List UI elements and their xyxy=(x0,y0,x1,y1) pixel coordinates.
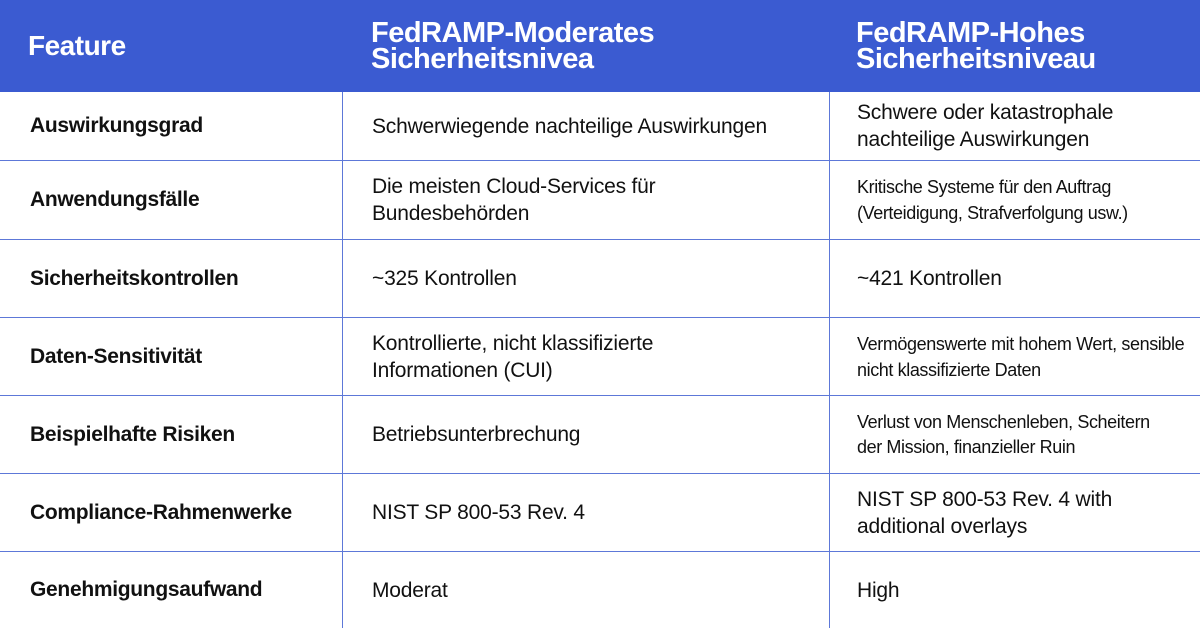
feature-label: Genehmigungsaufwand xyxy=(30,578,263,601)
table-row xyxy=(0,474,1200,552)
high-value: Verlust von Menschenleben, Scheitern der Mission, finanzieller Ruin xyxy=(857,411,1150,457)
moderate-cell xyxy=(372,474,822,551)
moderate-cell xyxy=(372,240,822,317)
header-high xyxy=(856,0,1196,92)
feature-cell xyxy=(30,161,340,239)
high-cell xyxy=(857,474,1137,551)
table-row xyxy=(0,92,1200,161)
feature-label: Compliance-Rahmenwerke xyxy=(30,500,292,524)
table-row xyxy=(0,240,1200,318)
high-cell xyxy=(857,161,1197,239)
high-value: Schwere oder katastrophale nachteilige Auswirkungen xyxy=(857,101,1114,151)
feature-cell xyxy=(30,92,340,160)
table-row xyxy=(0,552,1200,628)
header-feature xyxy=(28,0,328,92)
feature-label: Auswirkungsgrad xyxy=(30,114,203,137)
header-high-label: FedRAMP-Hohes Sicherheitsniveau xyxy=(856,17,1096,75)
feature-label: Daten-Sensitivität xyxy=(30,344,202,368)
header-moderate xyxy=(371,0,811,92)
feature-label: Sicherheitskontrollen xyxy=(30,266,239,290)
high-value: Vermögenswerte mit hohem Wert, sensible nicht klassifizierte Daten xyxy=(857,333,1185,380)
header-moderate-label: FedRAMP-Moderates Sicherheitsnivea xyxy=(371,17,655,75)
moderate-cell xyxy=(372,318,712,395)
high-value: High xyxy=(857,578,900,602)
moderate-cell xyxy=(372,396,822,473)
moderate-cell xyxy=(372,161,732,239)
moderate-value: Betriebsunterbrechung xyxy=(372,423,581,446)
feature-cell xyxy=(30,474,340,551)
table-header xyxy=(0,0,1200,92)
high-cell xyxy=(857,552,1197,628)
high-value: ~421 Kontrollen xyxy=(857,267,1002,290)
high-value: Kritische Systeme für den Auftrag (Verteidigung, Strafverfolgung usw.) xyxy=(857,177,1128,223)
feature-cell xyxy=(30,240,340,317)
table-row xyxy=(0,318,1200,396)
moderate-value: Schwerwiegende nachteilige Auswirkungen xyxy=(372,114,767,138)
high-cell xyxy=(857,240,1197,317)
feature-cell xyxy=(30,396,340,473)
moderate-value: NIST SP 800-53 Rev. 4 xyxy=(372,501,585,524)
moderate-value: Die meisten Cloud-Services für Bundesbehörden xyxy=(372,175,656,225)
table-row xyxy=(0,396,1200,474)
table-row xyxy=(0,161,1200,240)
moderate-cell xyxy=(372,92,822,160)
high-cell xyxy=(857,92,1197,160)
feature-cell xyxy=(30,318,340,395)
high-value: NIST SP 800-53 Rev. 4 with additional overlays xyxy=(857,487,1113,538)
high-cell xyxy=(857,396,1157,473)
feature-label: Beispielhafte Risiken xyxy=(30,422,235,446)
moderate-value: Kontrollierte, nicht klassifizierte Informationen (CUI) xyxy=(372,331,654,382)
moderate-value: ~325 Kontrollen xyxy=(372,267,517,290)
high-cell xyxy=(857,318,1197,395)
moderate-value: Moderat xyxy=(372,578,448,602)
moderate-cell xyxy=(372,552,822,628)
feature-cell xyxy=(30,552,340,628)
header-feature-label: Feature xyxy=(28,30,126,61)
feature-label: Anwendungsfälle xyxy=(30,188,200,211)
